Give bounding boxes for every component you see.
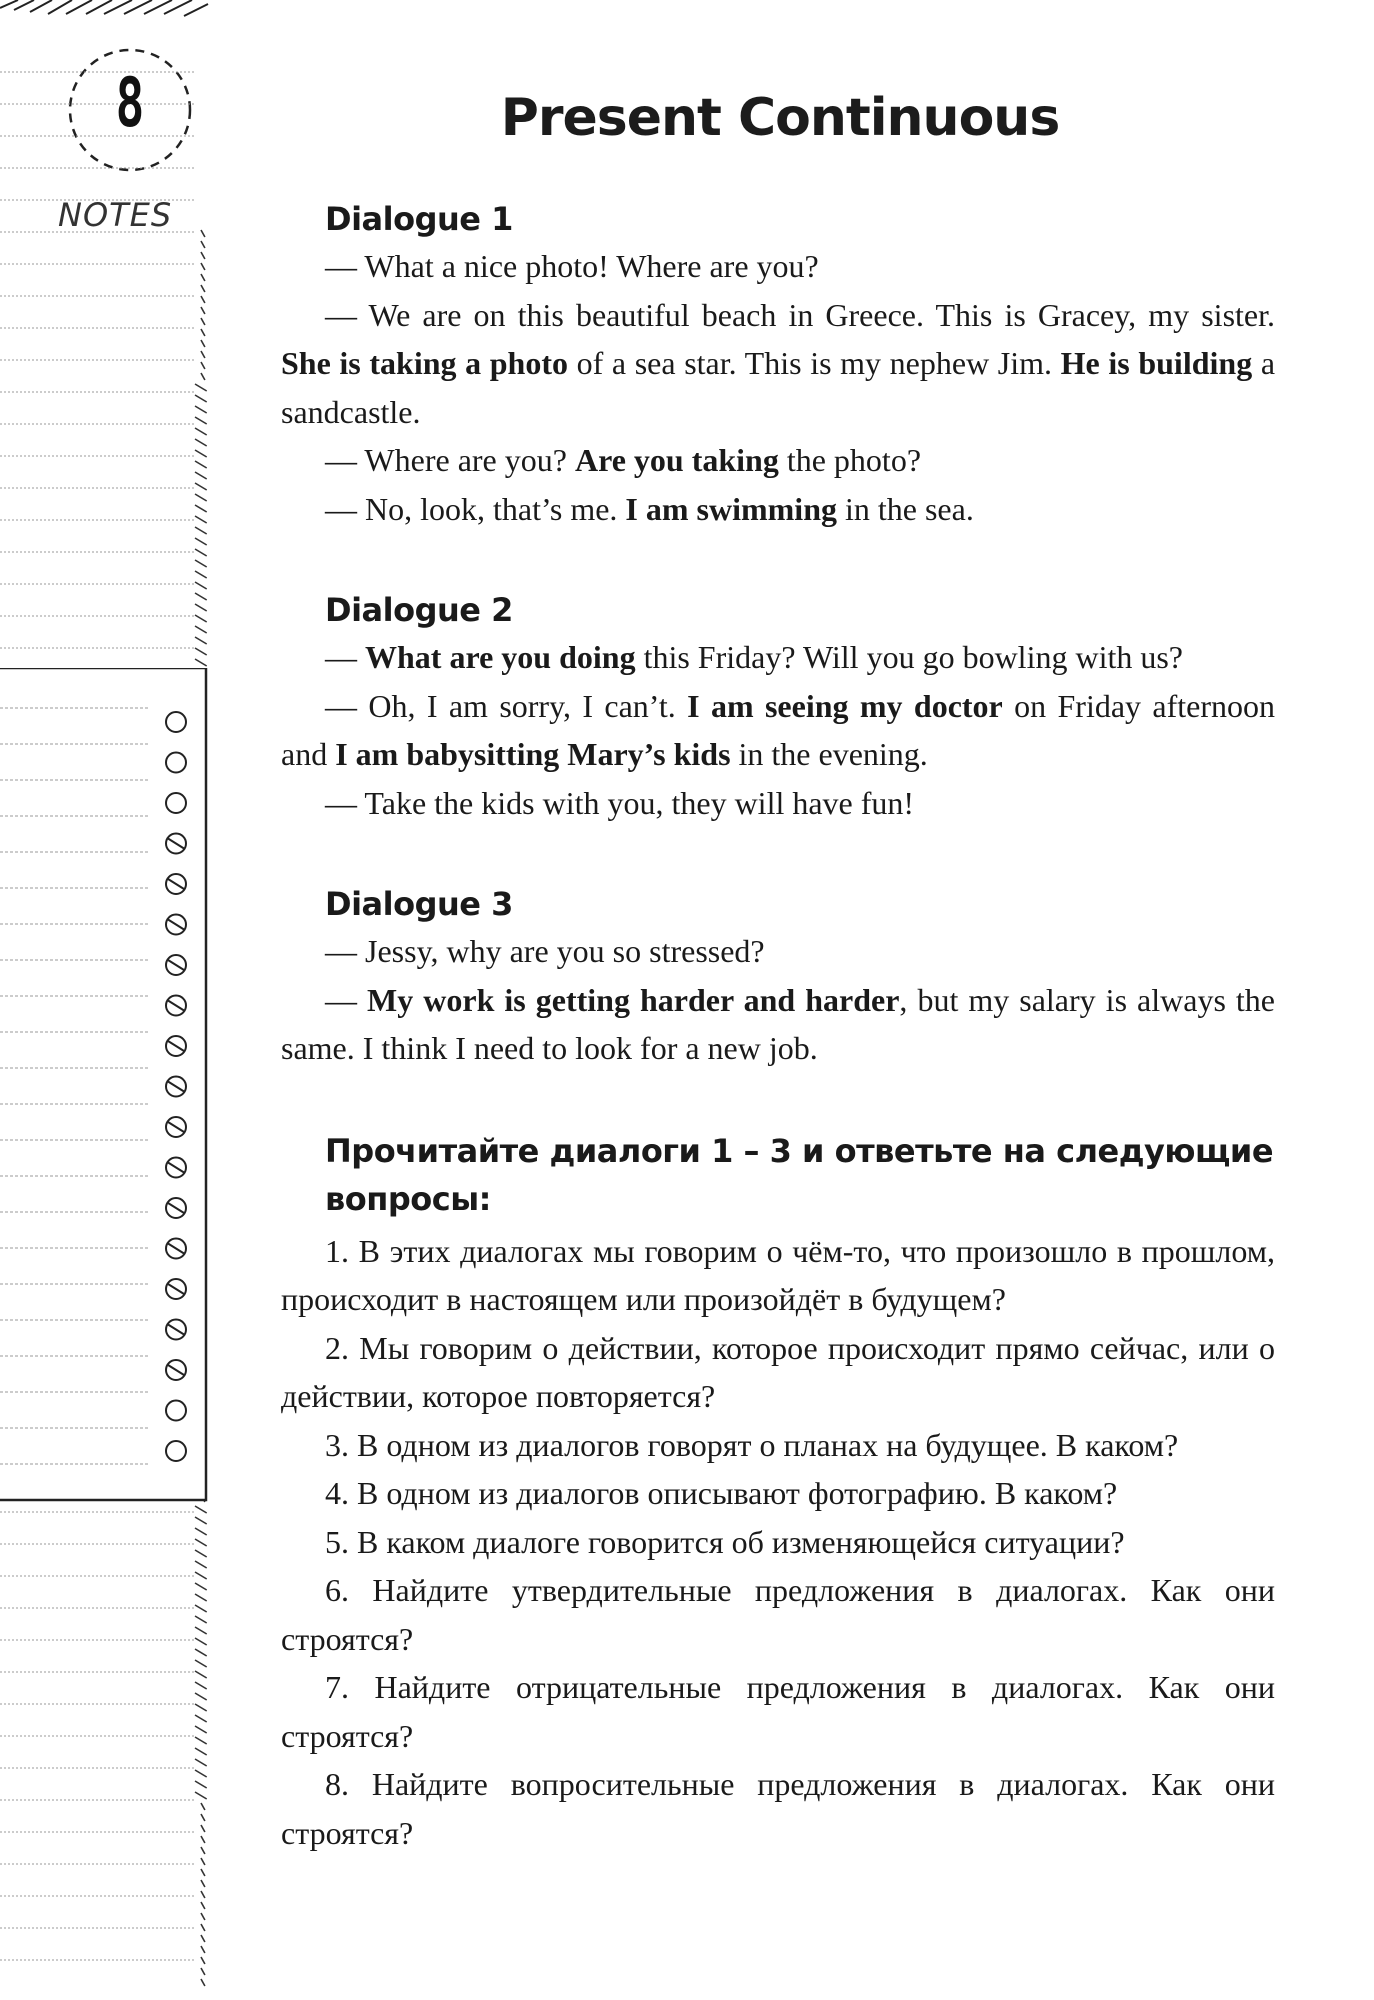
text-run: — What a nice photo! Where are you? bbox=[325, 248, 819, 284]
scribble-mark bbox=[201, 252, 205, 259]
scribble-mark bbox=[201, 1924, 205, 1931]
content bbox=[281, 196, 1275, 1857]
scribble-mark bbox=[201, 1891, 205, 1898]
scribble-mark bbox=[195, 395, 207, 402]
text-run: , but my salary is always the same. I think I need to look for a new job. bbox=[281, 981, 1276, 1066]
bold-phrase: My work is getting harder and harder bbox=[367, 981, 900, 1018]
scribble-mark bbox=[201, 1946, 205, 1953]
top-hatch-decoration bbox=[0, 0, 208, 16]
question-item: 5. В каком диалоге говорится об изменяющейся ситуации? bbox=[325, 1523, 1125, 1560]
scribble-mark bbox=[201, 296, 205, 303]
scribble-mark bbox=[195, 560, 207, 567]
scribble-mark bbox=[195, 593, 207, 600]
scribble-mark bbox=[195, 626, 207, 633]
scribble-mark bbox=[195, 1704, 207, 1711]
dialogue-line bbox=[281, 291, 1275, 437]
scribble-mark bbox=[201, 1858, 205, 1865]
scribble-mark bbox=[195, 659, 207, 666]
scribble-mark bbox=[195, 582, 207, 589]
chapter-number: 8 bbox=[115, 64, 145, 143]
scribble-mark bbox=[201, 241, 205, 248]
question-item: 2. Мы говорим о действии, которое происходит прямо сейчас, или о действии, которое повторяется? bbox=[281, 1329, 1275, 1414]
dialogue-line bbox=[281, 633, 1275, 682]
scribble-mark bbox=[201, 373, 205, 380]
scribble-mark bbox=[195, 1627, 207, 1634]
scribble-mark bbox=[195, 538, 207, 545]
scribble-mark bbox=[195, 571, 207, 578]
bold-phrase: I am babysitting Mary’s kids bbox=[335, 736, 731, 772]
question-item: 8. Найдите вопросительные предложения в диалогах. Как они строятся? bbox=[281, 1766, 1275, 1851]
ring-hole bbox=[166, 712, 186, 732]
scribble-mark bbox=[195, 1759, 207, 1766]
scribble-mark bbox=[195, 1616, 207, 1623]
dialogue-line bbox=[281, 436, 1275, 485]
scribble-mark bbox=[195, 1605, 207, 1612]
text-run: — Oh, I am sorry, I can’t. bbox=[325, 687, 688, 724]
scribble-mark bbox=[201, 1880, 205, 1887]
scribble-mark bbox=[201, 1803, 205, 1810]
scribble-mark bbox=[201, 1836, 205, 1843]
text-run: — Take the kids with you, they will have fun! bbox=[325, 784, 915, 821]
text-run: — Where are you? bbox=[325, 442, 575, 478]
scribble-mark bbox=[195, 1792, 207, 1799]
scribble-mark bbox=[201, 274, 205, 281]
scribble-mark bbox=[201, 1968, 205, 1975]
dialogue-line bbox=[281, 485, 1275, 534]
question-item: 7. Найдите отрицательные предложения в диалогах. Как они строятся? bbox=[281, 1669, 1275, 1754]
ring-hole bbox=[166, 753, 186, 773]
dialogue-1 bbox=[281, 196, 1275, 533]
scribble-mark bbox=[195, 1726, 207, 1733]
scribble-mark bbox=[195, 384, 207, 391]
dialogue-line bbox=[281, 927, 1275, 976]
scribble-mark bbox=[195, 1715, 207, 1722]
scribble-mark bbox=[195, 1506, 207, 1513]
scribble-mark bbox=[195, 439, 207, 446]
dialogue-3 bbox=[281, 881, 1275, 1073]
scribble-mark bbox=[201, 351, 205, 358]
scribble-mark bbox=[201, 1847, 205, 1854]
task-section bbox=[281, 1127, 1275, 1858]
scribble-mark bbox=[201, 1979, 205, 1986]
dialogue-heading: Dialogue 2 bbox=[325, 591, 513, 629]
scribble-mark bbox=[195, 1671, 207, 1678]
scribble-mark bbox=[195, 1572, 207, 1579]
scribble-mark bbox=[195, 1517, 207, 1524]
ring-hole bbox=[166, 793, 186, 813]
scribble-mark bbox=[195, 494, 207, 501]
scribble-mark bbox=[195, 615, 207, 622]
scribble-mark bbox=[195, 505, 207, 512]
dialogue-heading: Dialogue 1 bbox=[325, 200, 513, 238]
scribble-mark bbox=[195, 1583, 207, 1590]
scribble-mark bbox=[195, 1528, 207, 1535]
question-item: 3. В одном из диалогов говорят о планах на будущее. В каком? bbox=[325, 1426, 1179, 1463]
page-title: Present Continuous bbox=[500, 88, 1060, 148]
scribble-mark bbox=[201, 340, 205, 347]
question-list bbox=[281, 1227, 1275, 1858]
text-run: — Jessy, why are you so stressed? bbox=[325, 933, 765, 969]
scribble-mark bbox=[195, 1539, 207, 1546]
scribble-mark bbox=[201, 1869, 205, 1876]
question-item: 4. В одном из диалогов описывают фотографию. В каком? bbox=[325, 1475, 1118, 1511]
bold-phrase: What are you doing bbox=[365, 639, 636, 675]
scribble-mark bbox=[195, 428, 207, 435]
notes-label: NOTES bbox=[58, 196, 173, 234]
text-run: a sandcastle. bbox=[281, 345, 1276, 430]
dialogue-2 bbox=[281, 587, 1275, 827]
text-run: — We are on this beautiful beach in Greece. This is Gracey, my sister. bbox=[325, 296, 1275, 333]
ring-hole bbox=[166, 1401, 186, 1421]
bold-phrase: He is building bbox=[1060, 345, 1253, 381]
text-run: in the evening. bbox=[730, 736, 928, 772]
dialogue-line bbox=[281, 976, 1275, 1073]
bold-phrase: Are you taking bbox=[574, 442, 779, 478]
scribble-mark bbox=[195, 516, 207, 523]
scribble-mark bbox=[195, 1781, 207, 1788]
scribble-mark bbox=[201, 285, 205, 292]
notes-ring-box bbox=[0, 668, 210, 1503]
scribble-mark bbox=[195, 472, 207, 479]
scribble-mark bbox=[201, 1902, 205, 1909]
bold-phrase: She is taking a photo bbox=[281, 345, 569, 381]
text-run: on Friday afternoon and bbox=[281, 687, 1276, 772]
scribble-mark bbox=[201, 263, 205, 270]
bold-phrase: I am swimming bbox=[625, 490, 837, 527]
dialogue-lines bbox=[281, 927, 1275, 1073]
text-run: — No, look, that’s me. bbox=[325, 490, 626, 527]
scribble-mark bbox=[195, 450, 207, 457]
scribble-mark bbox=[195, 1682, 207, 1689]
text-run: — bbox=[325, 639, 365, 675]
scribble-mark bbox=[201, 1913, 205, 1920]
text-run: this Friday? Will you go bowling with us? bbox=[635, 639, 1183, 675]
scribble-mark bbox=[195, 461, 207, 468]
scribble-mark bbox=[201, 1814, 205, 1821]
scribble-mark bbox=[201, 362, 205, 369]
dialogue-heading: Dialogue 3 bbox=[325, 885, 513, 923]
scribble-mark bbox=[201, 1825, 205, 1832]
scribble-mark bbox=[201, 1935, 205, 1942]
scribble-mark bbox=[195, 1693, 207, 1700]
dialogue-line bbox=[281, 682, 1275, 779]
scribble-mark bbox=[195, 1737, 207, 1744]
scribble-mark bbox=[195, 1770, 207, 1777]
scribble-mark bbox=[201, 307, 205, 314]
scribble-mark bbox=[195, 1649, 207, 1656]
scribble-mark bbox=[201, 318, 205, 325]
scribble-mark bbox=[201, 1957, 205, 1964]
text-run: of a sea star. This is my nephew Jim. bbox=[568, 345, 1061, 381]
bold-phrase: I am seeing my doctor bbox=[687, 687, 1003, 724]
scribble-mark bbox=[195, 1594, 207, 1601]
scribble-mark bbox=[195, 1748, 207, 1755]
task-heading: Прочитайте диалоги 1 – 3 и ответьте на следующие вопросы: bbox=[325, 1131, 1274, 1218]
question-item: 1. В этих диалогах мы говорим о чём-то, что произошло в прошлом, происходит в настоящем или произойдёт в будущем? bbox=[281, 1232, 1275, 1317]
scribble-mark bbox=[195, 1550, 207, 1557]
scribble-mark bbox=[195, 648, 207, 655]
scribble-mark bbox=[195, 527, 207, 534]
dialogue-lines bbox=[281, 242, 1275, 533]
dialogue-line bbox=[281, 779, 1275, 828]
scribble-mark bbox=[195, 1660, 207, 1667]
scribble-mark bbox=[195, 1561, 207, 1568]
scribble-mark bbox=[195, 406, 207, 413]
scribble-mark bbox=[195, 1638, 207, 1645]
text-run: — bbox=[325, 981, 368, 1018]
scribble-mark bbox=[201, 329, 205, 336]
scribble-mark bbox=[201, 230, 205, 237]
dialogue-line bbox=[281, 242, 1275, 291]
scribble-mark bbox=[195, 549, 207, 556]
text-run: in the sea. bbox=[836, 490, 974, 527]
scribble-mark bbox=[195, 637, 207, 644]
scribble-mark bbox=[195, 604, 207, 611]
text-run: the photo? bbox=[778, 442, 922, 478]
scribble-mark bbox=[195, 417, 207, 424]
dialogue-lines bbox=[281, 633, 1275, 827]
ring-hole bbox=[166, 1441, 186, 1461]
question-item: 6. Найдите утвердительные предложения в диалогах. Как они строятся? bbox=[281, 1572, 1275, 1657]
scribble-mark bbox=[195, 483, 207, 490]
